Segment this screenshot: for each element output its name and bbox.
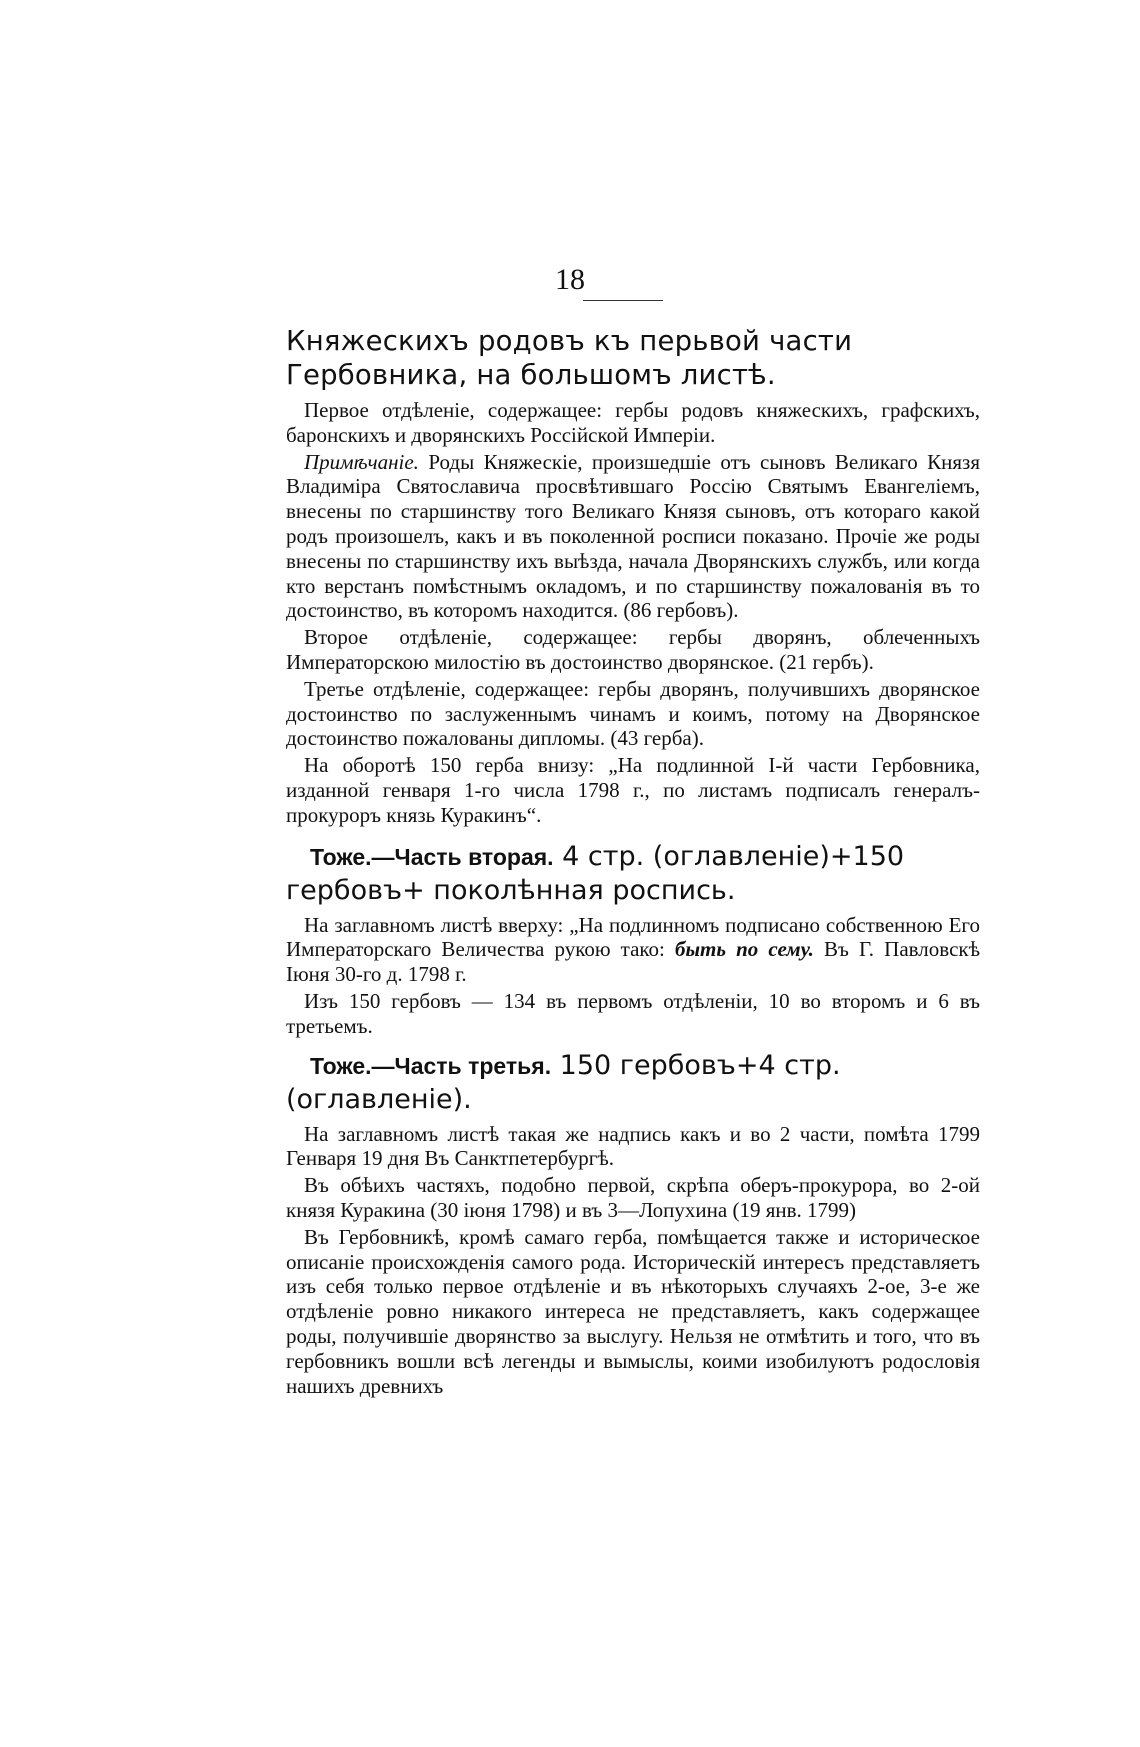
part-two-rest: 4 стр. (оглавленіе)+150 гербовъ+ поколѣнная роспись.	[286, 840, 905, 906]
part-three-rest: 150 гербовъ+4 стр. (оглавленіе).	[286, 1049, 841, 1115]
part-one-paragraph-4: Третье отдѣленіе, содержащее: гербы дворянъ, получившихъ дворянское достоинство по заслуженнымъ чинамъ и коимъ, потому на Дворянское достоинство пожалованы дипломы. (43 герба).	[286, 676, 980, 751]
note-label: Примѣчаніе.	[304, 449, 419, 474]
part-two-p1-start: На заглавномъ листѣ вверху: „На подлинномъ подписано собственною Его Императорскаго Величества рукою тако:	[286, 912, 980, 962]
text-column	[286, 324, 980, 1398]
part-one-note-paragraph	[286, 450, 980, 624]
part-one-paragraph-5: На оборотѣ 150 герба внизу: „На подлинной I-й части Гербовника, изданной генваря 1-го числа 1798 г., по листамъ подписалъ генералъ-прокуроръ князь Куракинъ“.	[286, 753, 980, 827]
part-three-paragraph-1: На заглавномъ листѣ такая же надпись какъ и во 2 части, помѣта 1799 Генваря 19 дня Въ Санктпетербургѣ.	[286, 1121, 980, 1171]
part-three-heading	[286, 1049, 980, 1116]
part-two-paragraph-1	[286, 913, 980, 987]
part-two-p1-italic: быть по сему.	[675, 937, 814, 962]
part-three-lead: Тоже.—Часть третья.	[310, 1052, 552, 1079]
note-text: Роды Княжескіе, произшедшіе отъ сыновъ Великаго Князя Владиміра Святославича просвѣтившаго Россію Святымъ Евангеліемъ, внесены по старшинству того Великаго Князя сыновъ, отъ котораго какой родъ произошелъ, какъ и въ поколенной росписи показано. Прочіе же роды внесены по старшинству ихъ выѣзда, начала Дворянскихъ службъ, или когда кто верстанъ помѣстнымъ окладомъ, и по старшинству пожалованія въ то достоинство, въ которомъ находится. (86 гербовъ).	[286, 449, 980, 623]
part-one-paragraph-1: Первое отдѣленіе, содержащее: гербы родовъ княжескихъ, графскихъ, баронскихъ и дворянскихъ Россійской Имперіи.	[286, 398, 980, 447]
part-two-paragraph-2: Изъ 150 гербовъ — 134 въ первомъ отдѣленіи, 10 во второмъ и 6 въ третьемъ.	[286, 988, 980, 1038]
part-three-paragraph-3: Въ Гербовникѣ, кромѣ самаго герба, помѣщается также и историческое описаніе происхожденія самого рода. Историческій интересъ представляетъ изъ себя только первое отдѣленіе и въ нѣкоторыхъ случаяхъ 2-ое, 3-е же отдѣленіе ровно никакого интереса не представляетъ, какъ содержащее роды, получившіе дворянство за выслугу. Нельзя не отмѣтить и того, что въ гербовникъ вошли всѣ легенды и вымыслы, коими изобилуютъ родословія нашихъ древнихъ	[286, 1224, 980, 1398]
part-three-paragraph-2: Въ обѣихъ частяхъ, подобно первой, скрѣпа оберъ-прокурора, во 2-ой князя Куракина (30 іюня 1798) и въ 3—Лопухина (19 янв. 1799)	[286, 1173, 980, 1222]
part-two-heading	[286, 840, 980, 907]
part-two-lead: Тоже.—Часть вторая.	[310, 843, 554, 870]
document-heading: Княжескихъ родовъ къ перьвой части Гербовника, на большомъ листѣ.	[286, 325, 853, 391]
part-one-paragraph-3: Второе отдѣленіе, содержащее: гербы дворянъ, облеченныхъ Императорскою милостію въ достоинство дворянское. (21 гербъ).	[286, 625, 980, 674]
page-number: 18	[555, 263, 585, 296]
part-two-p1-end: Въ Г. Павловскѣ Іюня 30-го д. 1798 г.	[286, 937, 980, 987]
page-number-rule	[583, 300, 663, 301]
